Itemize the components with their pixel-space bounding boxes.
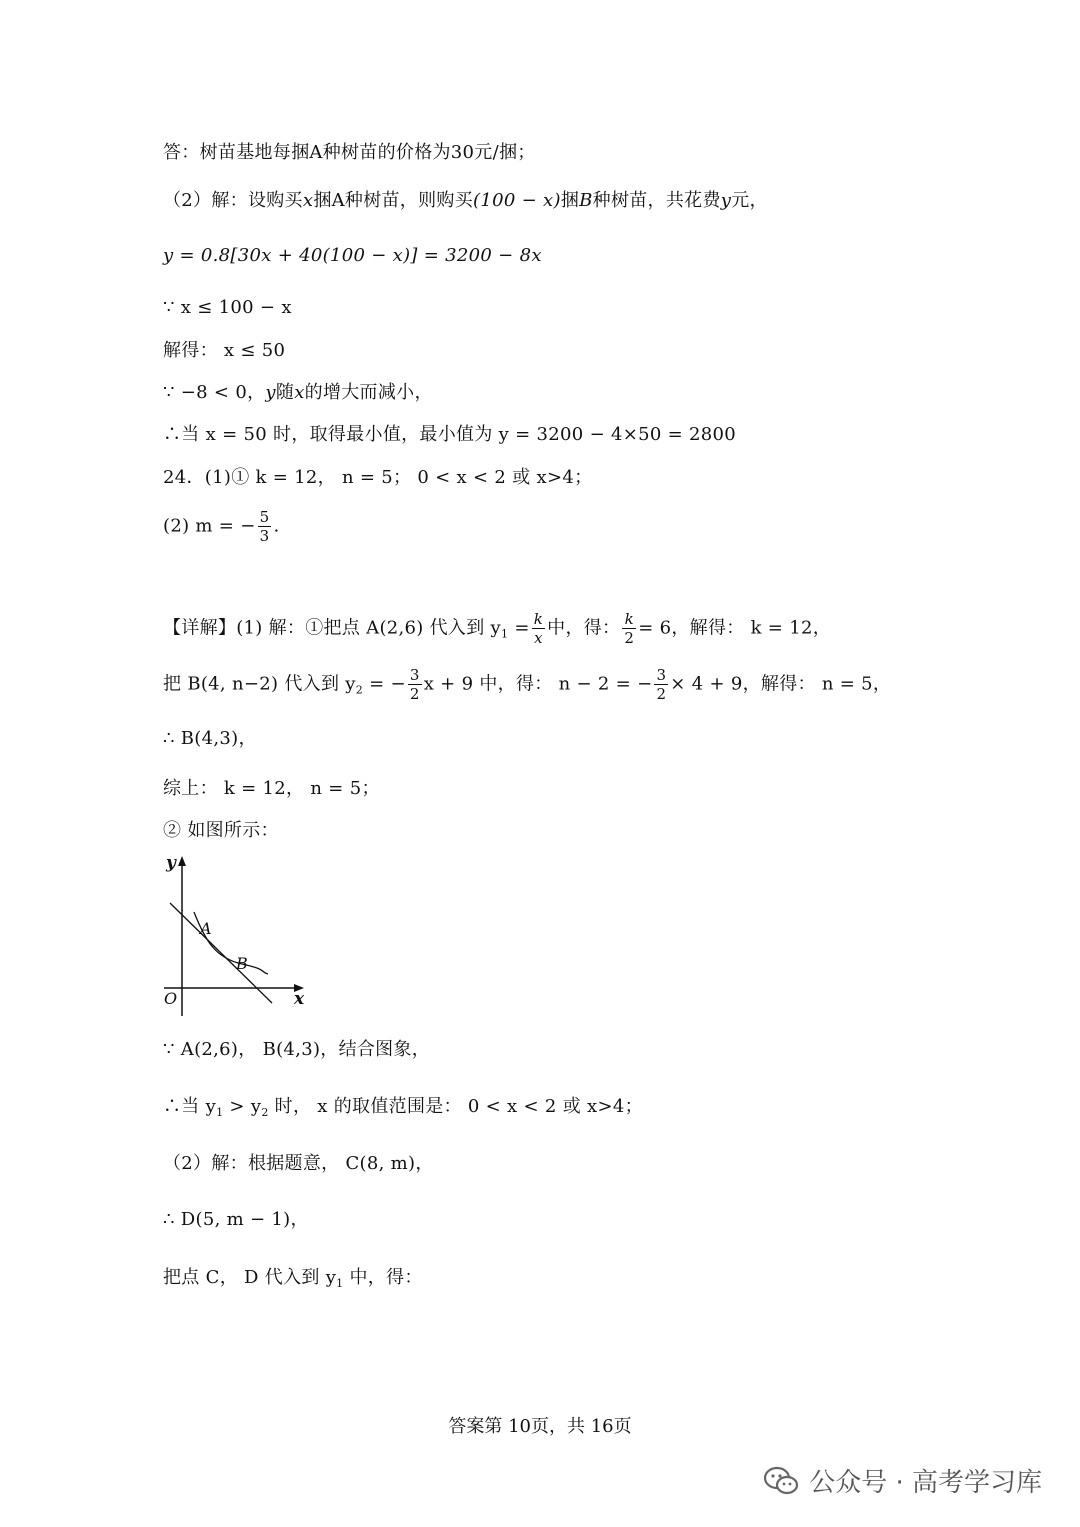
watermark-text: 公众号 · 高考学习库 bbox=[809, 1468, 1042, 1498]
inequality-line: ∵ x ≤ 100 − x bbox=[163, 297, 292, 318]
point-d-line: ∴ D(5, m − 1)， bbox=[163, 1209, 309, 1230]
part2-setup: （2）解：设购买x捆A种树苗，则购买(100 − x)捆B种树苗，共花费y元， bbox=[163, 190, 768, 211]
watermark bbox=[763, 1462, 1042, 1499]
part2-solution: （2）解：根据题意， C(8, m)， bbox=[163, 1153, 434, 1174]
summary-line: 综上： k = 12， n = 5； bbox=[163, 778, 380, 799]
page-footer: 答案第 10页，共 16页 bbox=[448, 1416, 632, 1437]
q24-answer-part2: (2) m = − $\frac{5}{3}$ . bbox=[163, 508, 280, 545]
figure-intro: ② 如图所示： bbox=[163, 820, 279, 841]
y-axis-label: y bbox=[166, 853, 176, 873]
substitute-line: 把点 C， D 代入到 $y_1$ 中，得： bbox=[163, 1267, 423, 1290]
detail-line-2: 把 B(4, n−2) 代入到 $y_2$ = − $\frac{3}{2}$ x + 9 中，得： n − 2 = − $\frac{3}{2}$ × 4 + 9，解得： n = 5， bbox=[163, 666, 892, 703]
cost-equation: y = 0.8[30x + 40(100 − x)] = 3200 − 8x bbox=[163, 245, 542, 266]
answer-conclusion: 答：树苗基地每捆A种树苗的价格为30元/捆； bbox=[163, 142, 536, 163]
point-b-label: B bbox=[236, 954, 248, 973]
y-axis-arrow bbox=[178, 856, 186, 866]
wechat-icon bbox=[763, 1466, 799, 1496]
solve-line: 解得： x ≤ 50 bbox=[163, 340, 286, 361]
x-axis-label: x bbox=[294, 989, 305, 1009]
range-line: ∴当 $y_1 > y_2$ 时， x 的取值范围是： 0 < x < 2 或 x>4； bbox=[163, 1096, 643, 1119]
combine-line: ∵ A(2,6)， B(4,3)，结合图象， bbox=[163, 1039, 431, 1060]
q24-answer-part1: 24．(1)① k = 12， n = 5； 0 < x < 2 或 x>4； bbox=[163, 467, 593, 488]
fraction: $\frac{3}{2}$ bbox=[409, 666, 420, 703]
fraction: $\frac{k}{2}$ bbox=[624, 610, 635, 647]
fraction: $\frac{k}{x}$ bbox=[533, 610, 544, 647]
detail-line-1: 【详解】(1) 解：①把点 A(2,6) 代入到 $y_1$ = $\frac{k}{x}$ 中，得： $\frac{k}{2}$ = 6，解得： k = 12， bbox=[163, 610, 832, 647]
function-graph bbox=[160, 848, 320, 1023]
point-a-label: A bbox=[200, 919, 212, 938]
origin-label: O bbox=[164, 989, 178, 1008]
minimum-line: ∴当 x = 50 时，取得最小值，最小值为 y = 3200 − 4×50 = 2800 bbox=[163, 424, 737, 445]
slope-line: ∵ −8 < 0，y随x的增大而减小， bbox=[163, 382, 433, 403]
fraction: $\frac{3}{2}$ bbox=[656, 666, 667, 703]
point-b-line: ∴ B(4,3)， bbox=[163, 728, 257, 749]
fraction: $\frac{5}{3}$ bbox=[259, 508, 270, 545]
